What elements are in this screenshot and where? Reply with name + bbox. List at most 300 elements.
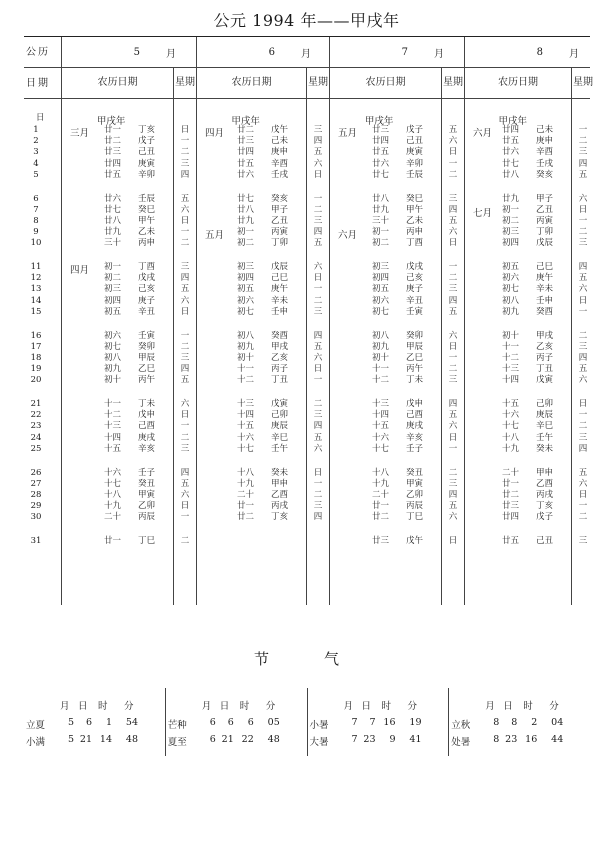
ganzhi-day: 丁未: [406, 375, 424, 386]
gregorian-day: 24: [30, 432, 42, 443]
ganzhi-day: 丁酉: [138, 262, 156, 272]
ganzhi-day: 癸丑: [406, 467, 424, 478]
lunar-day: 廿一: [372, 501, 390, 512]
weekday: 日: [180, 125, 190, 135]
weekday: 三: [180, 443, 190, 454]
solar-term-m: 7: [351, 717, 358, 728]
lunar-day: 十一: [502, 341, 520, 352]
lunar-day: 初一: [104, 262, 122, 272]
lunar-date-header: 农历日期: [365, 77, 406, 88]
corner-gregorian-label: 公历: [26, 47, 50, 58]
gregorian-day: 16: [30, 330, 42, 341]
weekday: 日: [180, 410, 190, 421]
weekday: 五: [578, 273, 588, 284]
ganzhi-day: 丙子: [536, 352, 554, 363]
gregorian-day: 15: [30, 306, 42, 317]
weekday: 五: [313, 341, 323, 352]
weekday: 一: [180, 136, 190, 147]
lunar-day: 初六: [104, 330, 122, 341]
lunar-day: 十五: [372, 421, 390, 432]
ganzhi-day: 癸未: [271, 467, 289, 478]
weekday: 三: [448, 193, 458, 204]
lunar-day: 廿二: [372, 512, 390, 523]
weekday: 六: [578, 478, 588, 489]
lunar-month-marker: 四月: [205, 128, 225, 139]
lunar-day: 初四: [502, 238, 520, 249]
ganzhi-day: 庚午: [271, 284, 289, 295]
lunar-day: 二十: [372, 489, 390, 500]
lunar-day: 十三: [104, 421, 122, 432]
gregorian-day: 29: [30, 501, 42, 512]
lunar-day: 廿一: [502, 478, 520, 489]
ganzhi-day: 丙寅: [271, 227, 289, 238]
lunar-day: 十二: [502, 352, 520, 363]
weekday: 六: [180, 204, 190, 215]
weekday: 五: [578, 467, 588, 478]
weekday: 二: [448, 364, 458, 375]
ganzhi-day: 戊戌: [406, 262, 424, 272]
weekday: 三: [578, 238, 588, 249]
weekday: 二: [313, 204, 323, 215]
term-column-header: 月: [485, 701, 495, 712]
solar-term-name: 芒种: [167, 720, 187, 731]
lunar-day: 十八: [237, 467, 255, 478]
month-number: 5: [133, 46, 140, 58]
ganzhi-day: 癸亥: [271, 193, 289, 204]
ganzhi-day: 辛酉: [536, 147, 554, 158]
lunar-day: 初一: [237, 227, 255, 238]
weekday: 日: [578, 204, 588, 215]
weekday-header: 星期: [306, 68, 329, 98]
ganzhi-day: 癸亥: [536, 169, 554, 180]
ganzhi-day: 戊辰: [536, 238, 554, 249]
lunar-day: 十九: [502, 443, 520, 454]
month-header-row: [24, 37, 590, 68]
lunar-day: 廿四: [502, 125, 520, 135]
month-body-7: [329, 99, 464, 605]
solar-term-min: 54: [125, 717, 138, 728]
ganzhi-day: 壬子: [406, 443, 424, 454]
weekday: 六: [313, 262, 323, 272]
lunar-day: 廿二: [104, 136, 122, 147]
ganzhi-day: 戊子: [536, 512, 554, 523]
solar-term-h: 22: [241, 734, 254, 745]
month-body-5: [61, 99, 196, 605]
gregorian-day: 18: [30, 352, 42, 363]
weekday: 一: [578, 501, 588, 512]
weekday: 六: [180, 295, 190, 306]
weekday: 五: [448, 306, 458, 317]
solar-term-d: 23: [363, 734, 376, 745]
ganzhi-day: 辛亥: [406, 432, 424, 443]
ganzhi-day: 壬辰: [138, 193, 156, 204]
lunar-day: 十五: [502, 399, 520, 409]
ganzhi-day: 庚午: [536, 273, 554, 284]
ganzhi-day: 壬申: [536, 295, 554, 306]
gregorian-day: 30: [30, 512, 42, 523]
lunar-day: 廿五: [237, 158, 255, 169]
year-label: 甲戌年: [498, 116, 528, 127]
lunar-day: 廿九: [502, 193, 520, 204]
term-column-header: 日: [361, 701, 372, 712]
weekday: 六: [578, 284, 588, 295]
lunar-day: 廿三: [104, 147, 122, 158]
weekday: 三: [578, 341, 588, 352]
solar-terms-table: [24, 688, 590, 756]
ganzhi-day: 辛未: [271, 295, 289, 306]
weekday: 四: [578, 443, 588, 454]
weekday: 日: [578, 295, 588, 306]
ganzhi-day: 乙卯: [406, 489, 424, 500]
ganzhi-day: 乙酉: [536, 478, 554, 489]
weekday: 六: [313, 158, 323, 169]
ganzhi-day: 癸巳: [138, 204, 156, 215]
ganzhi-day: 壬午: [536, 432, 554, 443]
ganzhi-day: 己丑: [138, 147, 156, 158]
weekday: 日: [313, 467, 323, 478]
lunar-date-header: 农历日期: [231, 77, 272, 88]
gregorian-day: 10: [30, 238, 42, 249]
weekday-header: 星期: [173, 68, 196, 98]
weekday: 五: [448, 215, 458, 226]
lunar-day: 初九: [237, 341, 255, 352]
weekday: 日: [180, 215, 190, 226]
lunar-month-marker: 五月: [205, 230, 225, 242]
month-header-7: [329, 37, 464, 67]
weekday: 四: [180, 273, 190, 284]
ganzhi-day: 乙未: [406, 215, 424, 226]
weekday: 三: [180, 158, 190, 169]
solar-term-d: 21: [79, 734, 92, 745]
ganzhi-day: 庚戌: [138, 432, 156, 443]
weekday: 日: [448, 341, 458, 352]
weekday: 一: [448, 158, 458, 169]
solar-term-d: 8: [511, 717, 518, 728]
ganzhi-day: 癸酉: [536, 306, 554, 317]
weekday: 一: [180, 330, 190, 341]
lunar-day: 十一: [237, 364, 255, 375]
weekday: 一: [448, 352, 458, 363]
solar-term-min: 41: [409, 734, 422, 745]
lunar-day: 十二: [372, 375, 390, 386]
lunar-day: 初二: [372, 238, 390, 249]
weekday: 五: [313, 432, 323, 443]
lunar-day: 初三: [502, 227, 520, 238]
month-number: 8: [536, 46, 543, 58]
lunar-day: 初五: [372, 284, 390, 295]
weekday: 三: [578, 536, 588, 546]
lunar-day: 廿二: [502, 489, 520, 500]
solar-term-m: 8: [493, 734, 500, 745]
weekday: 五: [180, 478, 190, 489]
ganzhi-day: 庚寅: [138, 158, 156, 169]
ganzhi-day: 庚寅: [406, 147, 424, 158]
lunar-day: 十五: [237, 421, 255, 432]
weekday: 二: [313, 295, 323, 306]
gregorian-day: 11: [30, 262, 42, 272]
weekday: 二: [313, 489, 323, 500]
lunar-day: 廿七: [502, 158, 520, 169]
lunar-day: 廿九: [237, 215, 255, 226]
weekday: 六: [448, 227, 458, 238]
solar-terms-title: 节 气: [253, 650, 359, 668]
ganzhi-day: 甲申: [536, 467, 554, 478]
month-body-6: [196, 99, 329, 605]
weekday: 五: [313, 238, 323, 249]
weekday: 日: [448, 238, 458, 249]
lunar-day: 二十: [237, 489, 255, 500]
lunar-day: 廿八: [237, 204, 255, 215]
ganzhi-day: 庚辰: [536, 410, 554, 421]
weekday: 五: [180, 284, 190, 295]
lunar-day: 十三: [237, 399, 255, 409]
lunar-day: 初九: [104, 364, 122, 375]
ganzhi-day: 丁未: [138, 399, 156, 409]
sub-header-6: [196, 68, 329, 98]
weekday: 一: [313, 375, 323, 386]
weekday: 四: [578, 262, 588, 272]
lunar-day: 廿八: [104, 215, 122, 226]
ganzhi-day: 丙辰: [406, 501, 424, 512]
ganzhi-day: 乙亥: [536, 341, 554, 352]
lunar-day: 廿二: [237, 512, 255, 523]
lunar-day: 初八: [502, 295, 520, 306]
year-label: 甲戌年: [231, 116, 260, 127]
ganzhi-day: 甲午: [138, 215, 156, 226]
solar-term-h: 6: [247, 717, 254, 728]
lunar-day: 廿三: [237, 136, 255, 147]
weekday: 三: [180, 262, 190, 272]
weekday: 五: [313, 147, 323, 158]
ganzhi-day: 丙午: [406, 364, 424, 375]
weekday: 四: [180, 467, 190, 478]
solar-term-name: 立秋: [451, 720, 471, 731]
ganzhi-day: 戊午: [406, 536, 424, 546]
lunar-day: 十七: [502, 421, 520, 432]
lunar-day: 初五: [237, 284, 255, 295]
weekday: 四: [448, 399, 458, 409]
ganzhi-day: 庚子: [406, 284, 424, 295]
weekday: 六: [448, 421, 458, 432]
weekday: 一: [313, 193, 323, 204]
solar-term-name: 立夏: [26, 720, 46, 731]
weekday: 五: [448, 125, 458, 135]
weekday: 二: [180, 432, 190, 443]
ganzhi-day: 甲子: [536, 193, 554, 204]
weekday: 日: [180, 306, 190, 317]
ganzhi-day: 辛丑: [138, 306, 156, 317]
solar-term-block-4: [448, 688, 590, 756]
weekday: 五: [578, 364, 588, 375]
lunar-day: 初一: [372, 227, 390, 238]
ganzhi-day: 己亥: [406, 273, 424, 284]
ganzhi-day: 己卯: [271, 410, 289, 421]
solar-term-m: 7: [351, 734, 358, 745]
lunar-day: 初三: [104, 284, 122, 295]
gregorian-day: 20: [30, 375, 42, 386]
weekday: 六: [578, 193, 588, 204]
lunar-day: 十五: [104, 443, 122, 454]
weekday: 五: [180, 193, 190, 204]
ganzhi-day: 壬申: [271, 306, 289, 317]
ganzhi-day: 庚辰: [271, 421, 289, 432]
weekday-header: 星期: [571, 68, 594, 98]
ganzhi-day: 辛卯: [406, 158, 424, 169]
ganzhi-day: 己丑: [536, 536, 554, 546]
lunar-day: 廿三: [502, 501, 520, 512]
lunar-month-marker: 六月: [473, 128, 493, 139]
ganzhi-day: 己卯: [536, 399, 554, 409]
weekday: 二: [578, 136, 588, 147]
ganzhi-day: 乙亥: [271, 352, 289, 363]
ganzhi-day: 己酉: [138, 421, 156, 432]
lunar-day: 十三: [502, 364, 520, 375]
term-column-header: 分: [124, 701, 134, 712]
weekday: 一: [448, 443, 458, 454]
lunar-day: 廿三: [372, 536, 390, 546]
ganzhi-day: 丙申: [406, 227, 424, 238]
term-column-header: 日: [503, 701, 513, 712]
lunar-day: 十九: [237, 478, 255, 489]
ganzhi-day: 癸丑: [138, 478, 156, 489]
ganzhi-day: 庚戌: [406, 421, 424, 432]
term-column-header: 时: [239, 701, 250, 712]
weekday: 四: [180, 169, 190, 180]
term-column-header: 分: [407, 701, 418, 712]
ganzhi-day: 壬戌: [271, 169, 289, 180]
gregorian-day: 7: [33, 204, 39, 215]
month-char: 月: [166, 48, 176, 60]
solar-term-d: 6: [227, 717, 234, 728]
weekday: 二: [180, 238, 190, 249]
month-number: 6: [268, 46, 275, 58]
lunar-day: 十四: [104, 432, 122, 443]
solar-term-block-3: [307, 688, 449, 756]
solar-term-min: 05: [267, 717, 280, 728]
lunar-day: 廿七: [237, 193, 255, 204]
ganzhi-day: 丁亥: [271, 512, 289, 523]
ganzhi-day: 癸卯: [138, 341, 156, 352]
weekday: 四: [313, 512, 323, 523]
ganzhi-day: 甲午: [406, 204, 424, 215]
weekday: 三: [180, 352, 190, 363]
ganzhi-day: 壬寅: [138, 330, 156, 341]
gregorian-day: 6: [33, 193, 39, 204]
lunar-day: 初六: [372, 295, 390, 306]
lunar-day: 初八: [104, 352, 122, 363]
lunar-day: 三十: [372, 215, 390, 226]
ganzhi-day: 戊寅: [271, 399, 289, 409]
lunar-day: 廿四: [372, 136, 390, 147]
weekday: 日: [313, 273, 323, 284]
weekday: 二: [180, 536, 190, 546]
ganzhi-day: 乙卯: [138, 501, 156, 512]
term-column-header: 月: [201, 701, 212, 712]
lunar-day: 十七: [104, 478, 122, 489]
weekday: 五: [448, 410, 458, 421]
weekday: 二: [578, 330, 588, 341]
weekday: 一: [578, 306, 588, 317]
lunar-day: 十八: [502, 432, 520, 443]
lunar-day: 十四: [502, 375, 520, 386]
gregorian-day: 1: [33, 125, 39, 135]
weekday: 日: [313, 364, 323, 375]
lunar-day: 廿七: [104, 204, 122, 215]
term-column-header: 时: [381, 701, 392, 712]
ganzhi-day: 辛未: [536, 284, 554, 295]
ganzhi-day: 丁亥: [138, 125, 156, 135]
term-column-header: 日: [219, 701, 230, 712]
weekday: 三: [578, 432, 588, 443]
ganzhi-day: 丙寅: [536, 215, 554, 226]
ganzhi-day: 戊午: [271, 125, 289, 135]
ganzhi-day: 辛巳: [536, 421, 554, 432]
solar-term-d: 21: [221, 734, 234, 745]
lunar-day: 廿四: [104, 158, 122, 169]
weekday: 日: [448, 536, 458, 546]
ganzhi-day: 己酉: [406, 410, 424, 421]
weekday: 二: [313, 399, 323, 409]
lunar-day: 初一: [502, 204, 520, 215]
month-char: 月: [569, 48, 579, 60]
ganzhi-day: 丙辰: [138, 512, 156, 523]
ganzhi-day: 甲辰: [138, 352, 156, 363]
weekday: 六: [180, 399, 190, 409]
weekday: 五: [180, 375, 190, 386]
lunar-day: 十七: [237, 443, 255, 454]
weekday: 日: [448, 147, 458, 158]
ganzhi-day: 己巳: [536, 262, 554, 272]
solar-term-d: 7: [369, 717, 376, 728]
weekday: 三: [448, 284, 458, 295]
solar-term-name: 小暑: [309, 720, 329, 731]
gregorian-day: 22: [30, 410, 42, 421]
lunar-day: 廿八: [372, 193, 390, 204]
weekday: 三: [313, 215, 323, 226]
lunar-month-marker: 五月: [338, 128, 358, 139]
lunar-date-header: 农历日期: [498, 77, 538, 88]
lunar-day: 初七: [502, 284, 520, 295]
lunar-day: 初三: [237, 262, 255, 272]
weekday: 四: [313, 136, 323, 147]
solar-term-d: 6: [85, 717, 92, 728]
month-char: 月: [434, 48, 444, 60]
lunar-day: 初四: [372, 273, 390, 284]
lunar-day: 初二: [237, 238, 255, 249]
lunar-day: 廿八: [502, 169, 520, 180]
gregorian-day: 28: [30, 489, 42, 500]
lunar-day: 廿三: [372, 125, 390, 135]
ganzhi-day: 戊申: [138, 410, 156, 421]
weekday: 二: [578, 421, 588, 432]
ganzhi-day: 丙申: [138, 238, 156, 249]
weekday: 日: [313, 169, 323, 180]
ganzhi-day: 辛卯: [138, 169, 156, 180]
gregorian-day: 4: [33, 158, 39, 169]
lunar-day: 十三: [372, 399, 390, 409]
solar-term-min: 44: [551, 734, 564, 745]
lunar-day: 初六: [502, 273, 520, 284]
solar-term-h: 9: [389, 734, 396, 745]
lunar-day: 初十: [502, 330, 520, 341]
gregorian-day: 27: [30, 478, 42, 489]
lunar-day: 初八: [237, 330, 255, 341]
weekday: 日: [180, 501, 190, 512]
lunar-day: 十二: [104, 410, 122, 421]
weekday: 一: [578, 125, 588, 135]
ganzhi-day: 甲辰: [406, 341, 424, 352]
lunar-day: 廿五: [502, 136, 520, 147]
